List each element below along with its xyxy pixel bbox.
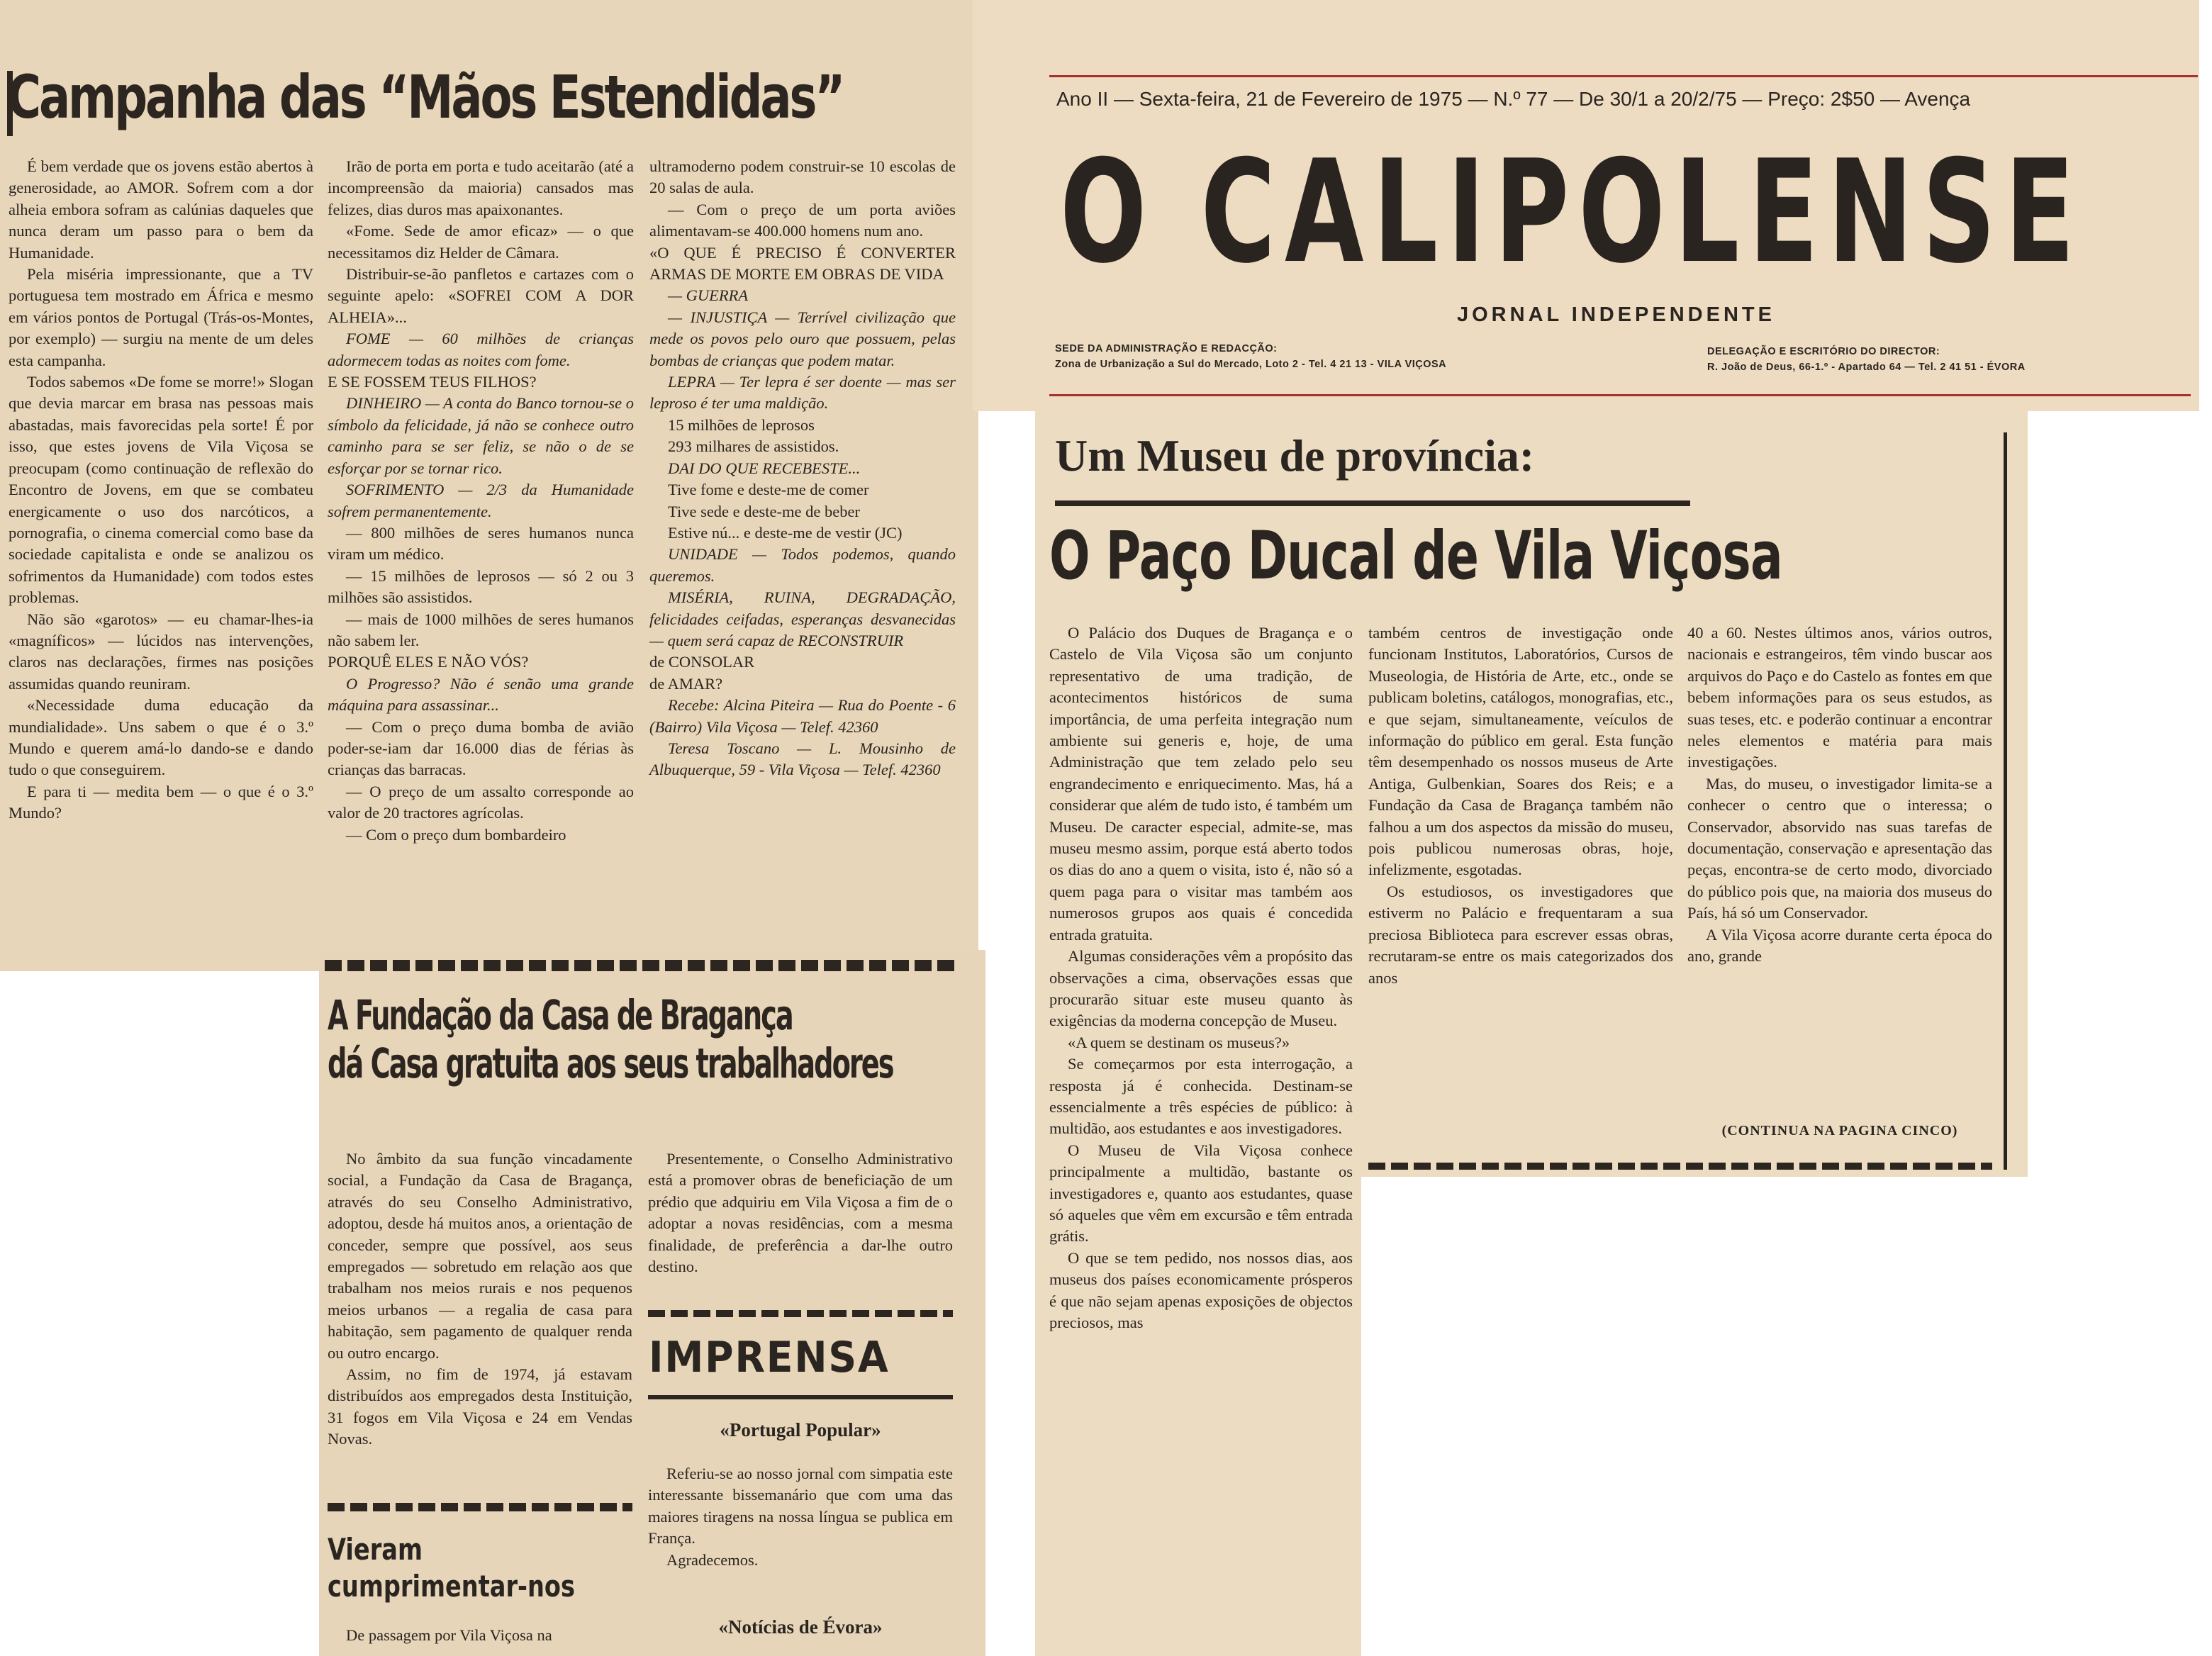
campanha-column-3	[649, 156, 956, 781]
paragraph: «Necessidade duma educação da mundialidade». Uns sabem o que é o 3.º Mundo e querem amá-lo dando-se e dando tudo o que conseguirem.	[9, 696, 313, 779]
paragraph: — O preço de um assalto corresponde ao valor de 20 tractores agrícolas.	[328, 782, 634, 822]
paragraph: É bem verdade que os jovens estão abertos à generosidade, ao AMOR. Sofrem com a dor alheia embora sofram as calúnias daqueles que nunca deram um passo para o bem da Humanidade.	[9, 157, 313, 262]
issue-info: Ano II — Sexta-feira, 21 de Fevereiro de 1975 — N.º 77 — De 30/1 a 20/2/75 — Preço: 2$50 — Avença	[1056, 88, 1971, 110]
paragraph: O Progresso? Não é senão uma grande máquina para assassinar...	[328, 674, 634, 715]
admin-label: SEDE DA ADMINISTRAÇÃO E REDACÇÃO:	[1055, 343, 1278, 354]
paragraph: Algumas considerações vêm a propósito das observações a cima, observações essas que procurarão situar este museu quanto às exigências da moderna concepção de Museu.	[1049, 947, 1353, 1030]
paragraph: — Com o preço duma bomba de avião poder-se-iam dar 16.000 dias de férias às crianças das barracas.	[328, 717, 634, 779]
paragraph: Os estudiosos, os investigadores que estiverm no Palácio e frequentaram a sua preciosa Biblioteca para escrever essas obras, recrutaram-se entre os mais categorizados dos anos	[1368, 882, 1673, 987]
paragraph: Tive sede e deste-me de beber	[668, 502, 860, 520]
vieram-headline-line1: Vieram	[328, 1532, 423, 1567]
paragraph: de AMAR?	[649, 674, 723, 693]
paragraph: — Com o preço de um porta aviões alimentavam-se 400.000 homens num ano.	[649, 200, 956, 240]
newspaper-title: O CALIPOLENSE	[1060, 130, 2084, 295]
paragraph: — 15 milhões de leprosos — só 2 ou 3 milhões são assistidos.	[328, 566, 634, 607]
paragraph: Pela miséria impressionante, que a TV portuguesa tem mostrado em África e mesmo em vários pontos de Portugal (Trás-os-Montes, por exemplo) — surgiu na mente de um deles esta campanha.	[9, 265, 313, 369]
museu-headline-2: O Paço Ducal de Vila Viçosa	[1049, 518, 1782, 595]
paragraph: ultramoderno podem construir-se 10 escolas de 20 salas de aula.	[649, 157, 956, 197]
museu-column-3	[1687, 622, 1992, 968]
director-label: DELEGAÇÃO E ESCRITÓRIO DO DIRECTOR:	[1707, 346, 1940, 357]
paragraph: E SE FOSSEM TEUS FILHOS?	[328, 373, 537, 391]
masthead-top-rule	[1049, 75, 2198, 77]
paragraph: «A quem se destinam os museus?»	[1068, 1033, 1290, 1051]
fundacao-headline	[328, 991, 893, 1087]
paragraph: Irão de porta em porta e tudo aceitarão (até a incompreensão da maioria) cansados mas felizes, dias duros mas apaixonantes.	[328, 157, 634, 218]
paragraph: LEPRA — Ter lepra é ser doente — mas ser leproso é ter uma maldição.	[649, 373, 956, 413]
paragraph: DAI DO QUE RECEBESTE...	[668, 459, 861, 477]
vieram-headline-line2: cumprimentar-nos	[328, 1569, 575, 1604]
vieram-headline	[328, 1531, 575, 1605]
paragraph: O que se tem pedido, nos nossos dias, aos museus dos países economicamente prósperos é que não sejam apenas exposições de objectos preciosos, mas	[1049, 1248, 1353, 1331]
paragraph: Mas, do museu, o investigador limita-se a conhecer o centro que o interessa; o Conservador, absorvido nas suas tarefas de documentação, conservação e apresentação das peças, encontra-se de certo modo, divorciado do público pois que, na maioria dos museus do País, há só um Conservador.	[1687, 774, 1992, 922]
vieram-text	[328, 1625, 632, 1646]
museu-column-1	[1049, 622, 1353, 1333]
paragraph: DINHEIRO — A conta do Banco tornou-se o símbolo da felicidade, já não se conhece outro caminho para se ser feliz, se não o de se esforçar por se tornar rico.	[328, 394, 634, 477]
paragraph: Se começarmos por esta interrogação, a resposta já é conhecida. Destinam-se essencialmente a três espécies de público: à multidão, aos estudantes e aos investigadores.	[1049, 1055, 1353, 1138]
fundacao-headline-line2: dá Casa gratuita aos seus trabalhadores	[328, 1039, 893, 1087]
paragraph: 40 a 60. Nestes últimos anos, vários outros, nacionais e estrangeiros, têm vindo buscar aos arquivos do Paço e do Castelo as fontes em que bebem informações para os seus estudos, as suas teses, etc. e poderão continuar a encontrar neles elementos e matéria para mais investigações.	[1687, 624, 1992, 771]
continua-note: (CONTINUA NA PAGINA CINCO)	[1721, 1123, 1958, 1138]
imprensa-text	[648, 1463, 953, 1571]
museu-column-2	[1368, 622, 1673, 989]
paragraph: FOME — 60 milhões de crianças adormecem todas as noites com fome.	[328, 330, 634, 369]
paragraph: — mais de 1000 milhões de seres humanos não sabem ler.	[328, 610, 634, 649]
paragraph: Todos sabemos «De fome se morre!» Slogan que devia marcar em brasa nas pessoas mais abastadas, mais favorecidas pela sorte! É por isso, que estes jovens de Vila Viçosa se preocupam (como continuação de reflexão do Encontro de Jovens, em que se combateu energicamente o uso dos narcóticos, a pornografia, o cinema comercial como base da sociedade capitalista e onde se analizou os sofrimentos da Humanidade) com todos estes problemas.	[9, 373, 313, 607]
paragraph: Distribuir-se-ão panfletos e cartazes com o seguinte apelo: «SOFREI COM A DOR ALHEIA»...	[328, 265, 634, 326]
paragraph: O Palácio dos Duques de Bragança e o Castelo de Vila Viçosa são um conjunto representativo de uma tradição, de acontecimentos históricos de suma importância, de uma perfeita integração num ambiente sui generis e, hoje, de uma Administração que tem zelado pelo seu engrandecimento e enriquecimento. Mas, há a considerar que além de tudo isto, é também um Museu. De caracter especial, admite-se, mas museu mesmo assim, porque está aberto todos os dias do ano a quem o visita, isto é, não só a quem paga para o visitar mas também aos numerosos grupos aos quais é concedida entrada gratuita.	[1049, 624, 1353, 944]
paragraph: Estive nú... e deste-me de vestir (JC)	[668, 523, 903, 542]
paragraph: Agradecemos.	[666, 1550, 759, 1569]
masthead-bottom-rule	[1049, 394, 2191, 396]
paragraph: Presentemente, o Conselho Administrativo está a promover obras de beneficiação de um prédio que adquiriu em Vila Viçosa a fim de o adoptar a novas residências, com a mesma finalidade, de preferência a dar-lhe outro destino.	[648, 1150, 953, 1276]
paragraph: «Fome. Sede de amor eficaz» — o que necessitamos diz Helder de Câmara.	[328, 222, 634, 262]
campanha-column-2	[328, 156, 634, 846]
imprensa-source-2: «Notícias de Évora»	[718, 1616, 883, 1638]
newspaper-subtitle: JORNAL INDEPENDENTE	[1457, 303, 1775, 326]
campanha-headline: Campanha das “Mãos Estendidas”	[7, 62, 844, 132]
paragraph: também centros de investigação onde funcionam Institutos, Laboratórios, Cursos de Museologia, de História de Arte, etc., onde se publicam boletins, catálogos, monografias, etc., e que sejam, simultaneamente, veículos de informação do público em geral. Esta função têm desempenhado os nossos museus de Arte Antiga, Gulbenkian, Soares dos Reis; e a Fundação da Casa de Bragança também não falhou a um dos aspectos da missão do museu, pois publicou numerosas obras, hoje, infelizmente, esgotadas.	[1368, 624, 1673, 879]
fundacao-column-1	[328, 1148, 632, 1450]
paragraph: Teresa Toscano — L. Mousinho de Albuquerque, 59 - Vila Viçosa — Telef. 42360	[649, 739, 956, 779]
paragraph: Assim, no fim de 1974, já estavam distribuídos aos empregados desta Instituição, 31 fogos em Vila Viçosa e 24 em Vendas Novas.	[328, 1365, 632, 1448]
paragraph: Referiu-se ao nosso jornal com simpatia este interessante bissemanário que com uma das maiores tiragens na nossa língua se publica em França.	[648, 1465, 953, 1548]
dash-divider	[1368, 1163, 1992, 1170]
paragraph: — Com o preço dum bombardeiro	[346, 825, 566, 844]
paragraph: A Vila Viçosa acorre durante certa época do ano, grande	[1687, 925, 1992, 966]
paragraph: PORQUÊ ELES E NÃO VÓS?	[328, 653, 529, 671]
paragraph: «O QUE É PRECISO É CONVERTER ARMAS DE MORTE EM OBRAS DE VIDA	[649, 243, 956, 284]
fundacao-column-2	[648, 1148, 953, 1277]
paragraph: De passagem por Vila Viçosa na	[346, 1626, 552, 1644]
paragraph: SOFRIMENTO — 2/3 da Humanidade sofrem permanentemente.	[328, 481, 634, 520]
paragraph: O Museu de Vila Viçosa conhece principalmente a multidão, bastante os investigadores e, quanto aos estudantes, quase só aqueles que vêm em excursão e têm entrada grátis.	[1049, 1141, 1353, 1246]
column-rule	[2004, 432, 2007, 1170]
dash-divider	[325, 960, 957, 971]
paragraph: — INJUSTIÇA — Terrível civilização que mede os povos pelo ouro que possuem, pelas bombas de crianças que podem matar.	[649, 308, 956, 369]
paragraph: de CONSOLAR	[649, 653, 755, 671]
dash-divider	[648, 1310, 953, 1317]
imprensa-title: IMPRENSA	[649, 1333, 890, 1382]
imprensa-source-1: «Portugal Popular»	[720, 1419, 881, 1440]
admin-address: Zona de Urbanização a Sul do Mercado, Loto 2 - Tel. 4 21 13 - VILA VIÇOSA	[1055, 359, 1447, 370]
museu-headline-rule	[1055, 500, 1690, 506]
paragraph: Não são «garotos» — eu chamar-lhes-ia «magníficos» — lúcidos nas intervenções, claros nas declarações, firmes nas posições assumidas quando reuniram.	[9, 610, 313, 693]
paragraph: — 800 milhões de seres humanos nunca viram um médico.	[328, 523, 634, 564]
paragraph: E para ti — medita bem — o que é o 3.º Mundo?	[9, 782, 313, 822]
director-address: R. João de Deus, 66-1.º - Apartado 64 — Tel. 2 41 51 - ÉVORA	[1707, 362, 2026, 373]
paragraph: 15 milhões de leprosos	[668, 415, 815, 434]
paragraph: Recebe: Alcina Piteira — Rua do Poente - 6 (Bairro) Vila Viçosa — Telef. 42360	[649, 696, 956, 736]
paragraph: — GUERRA	[668, 286, 749, 305]
campanha-column-1	[9, 156, 313, 824]
paragraph: No âmbito da sua função vincadamente social, a Fundação da Casa de Bragança, através do seu Conselho Administrativo, adoptou, desde há muitos anos, a orientação de conceder, sempre que possível, aos seus empregados — sobretudo em relação aos que trabalham nos meios rurais e nos pequenos meios urbanos — a regalia de casa para habitação, sem pagamento de qualquer renda ou outro encargo.	[328, 1150, 632, 1362]
paragraph: Tive fome e deste-me de comer	[668, 481, 869, 499]
paragraph: 293 milhares de assistidos.	[668, 437, 839, 456]
paragraph: MISÉRIA, RUINA, DEGRADAÇÃO, felicidades ceifadas, esperanças desvanecidas — quem será capaz de RECONSTRUIR	[649, 588, 956, 649]
paragraph: UNIDADE — Todos podemos, quando queremos.	[649, 545, 956, 585]
dash-divider	[328, 1503, 632, 1511]
museu-headline-1: Um Museu de província:	[1055, 430, 1535, 481]
imprensa-rule	[648, 1395, 953, 1399]
fundacao-headline-line1: A Fundação da Casa de Bragança	[328, 991, 793, 1039]
